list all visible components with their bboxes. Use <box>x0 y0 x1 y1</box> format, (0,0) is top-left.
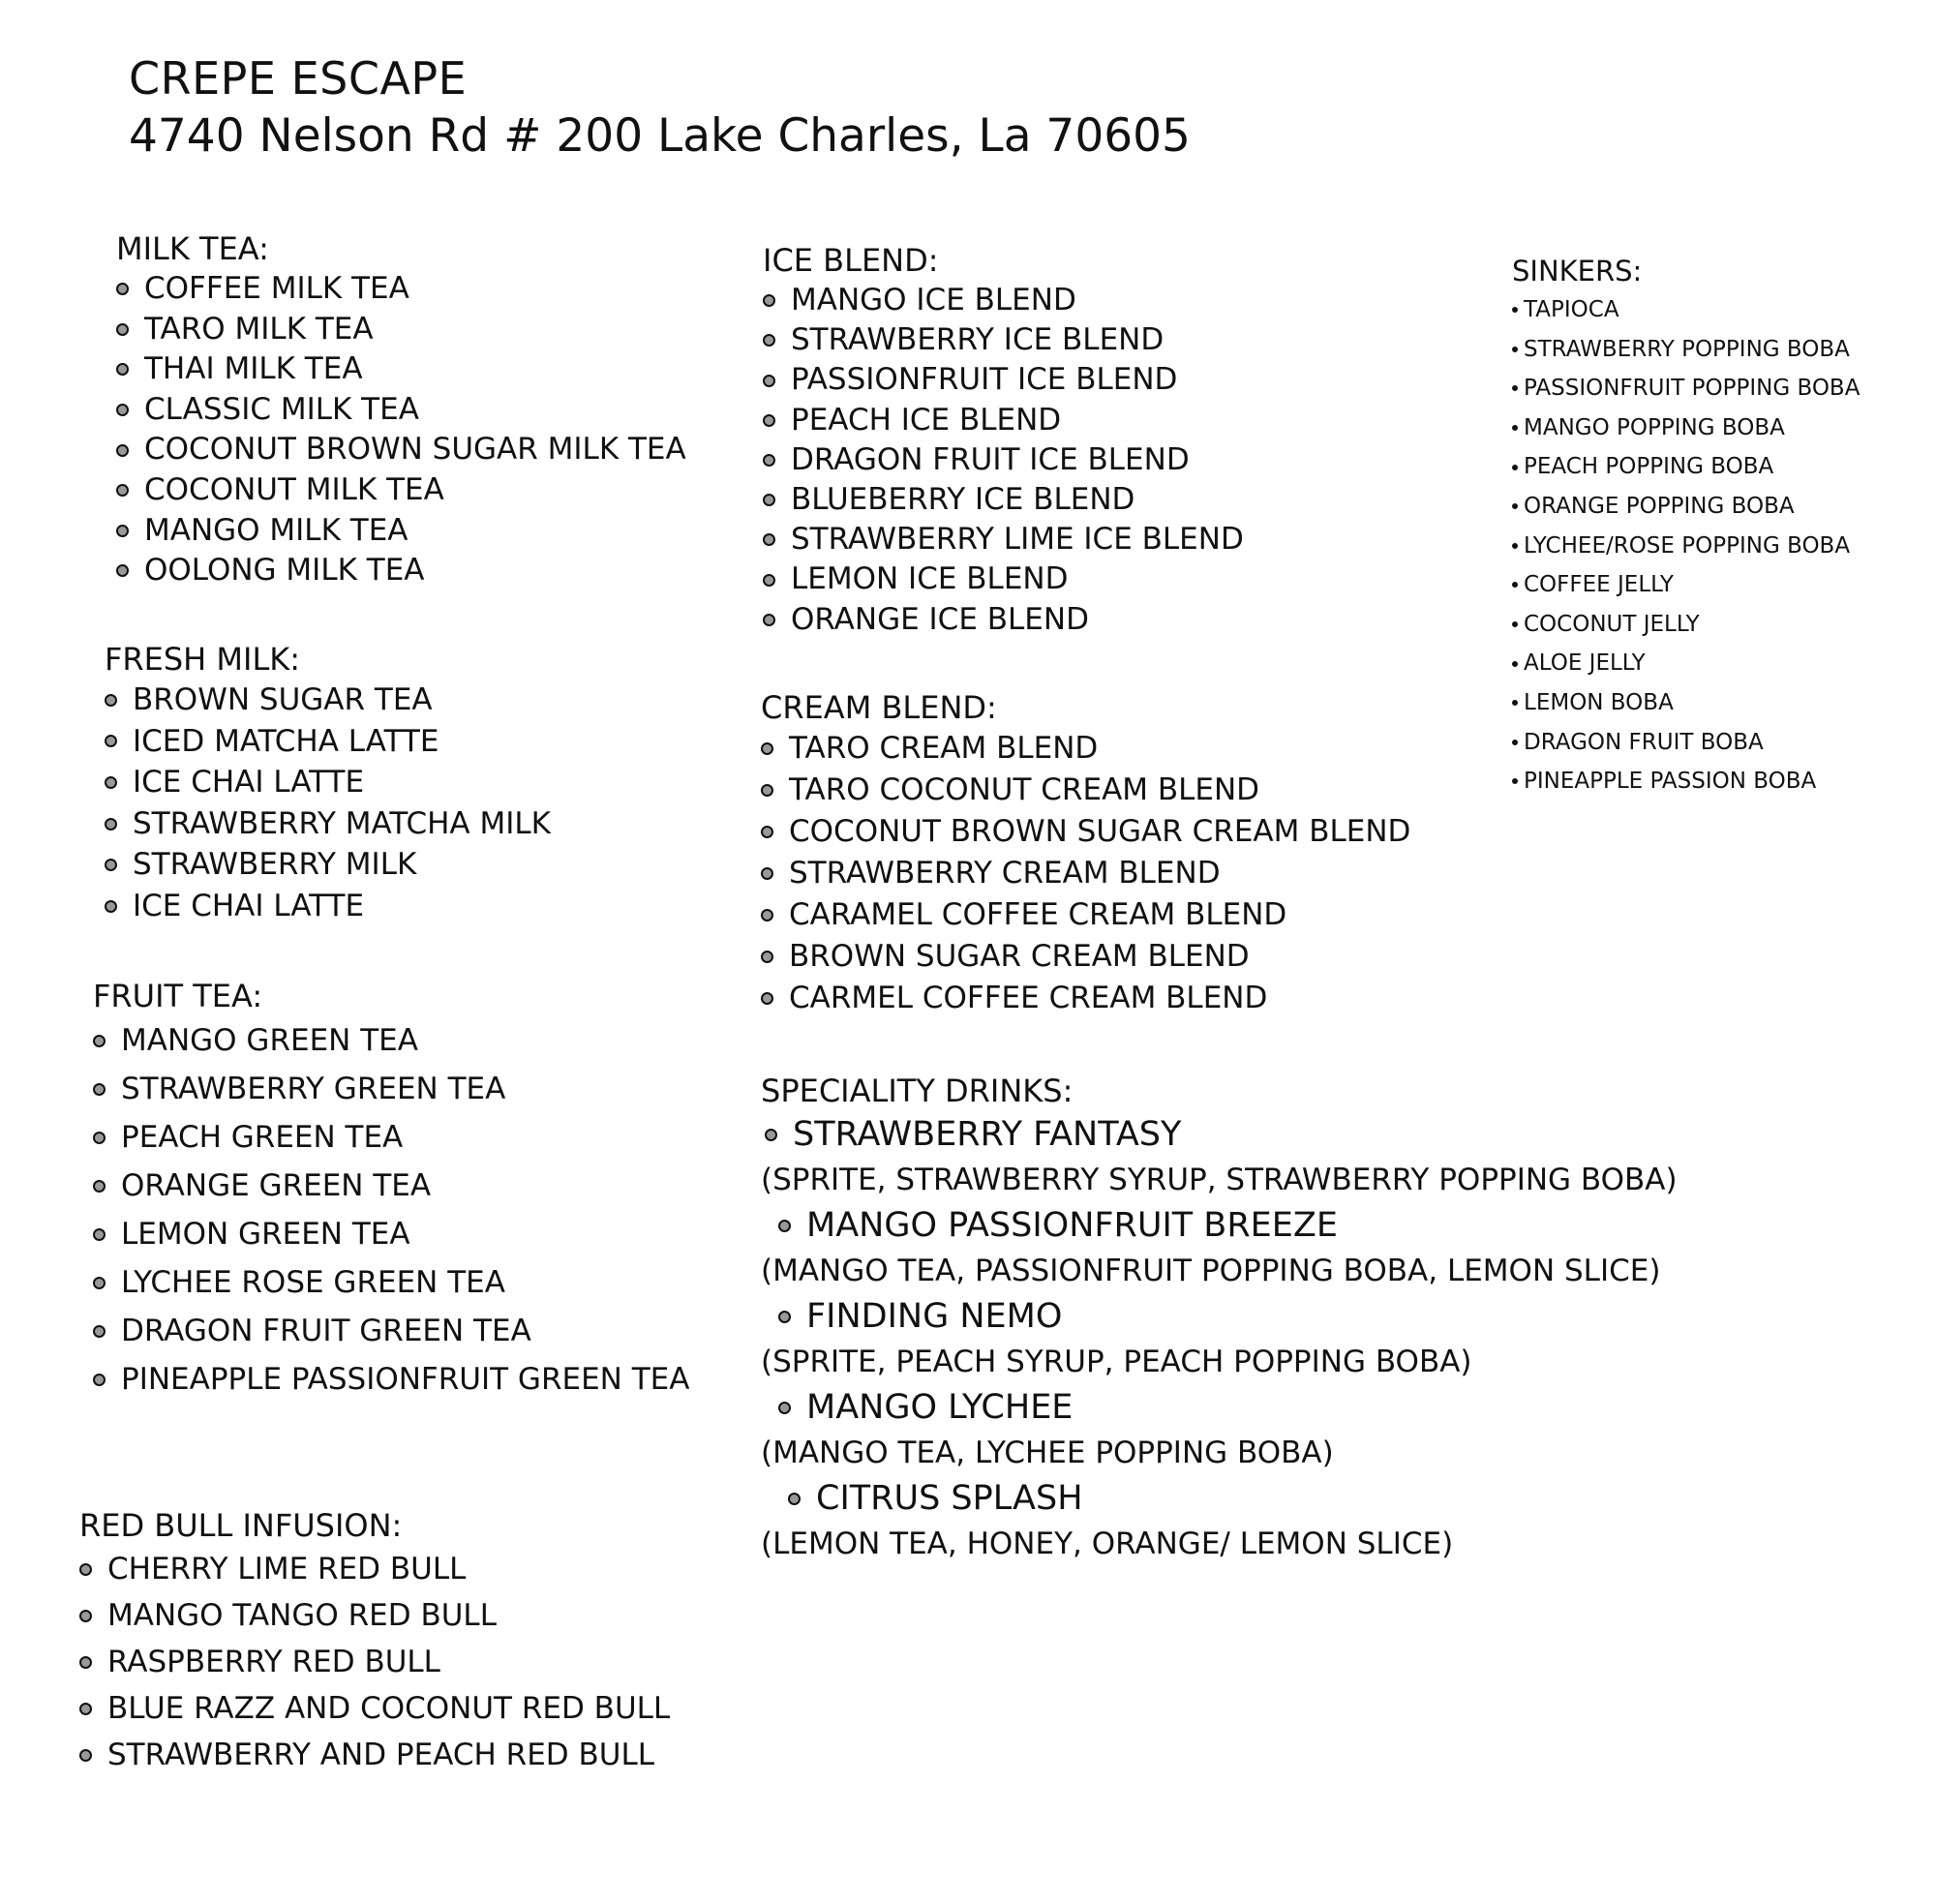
bullet-icon <box>1512 503 1518 509</box>
specialty-description: (MANGO TEA, LYCHEE POPPING BOBA) <box>761 1436 1334 1470</box>
specialty-name-row <box>778 1293 1678 1340</box>
menu-item-label: PASSIONFRUIT POPPING BOBA <box>1524 376 1860 402</box>
menu-item <box>1512 565 1860 605</box>
bullet-icon <box>79 1656 92 1669</box>
bullet-icon <box>1512 307 1518 313</box>
menu-item-label: LYCHEE ROSE GREEN TEA <box>121 1265 505 1300</box>
item-list <box>761 728 1410 1019</box>
bullet-icon <box>1512 778 1518 784</box>
menu-item-label: OOLONG MILK TEA <box>144 553 425 589</box>
menu-item-label: MANGO MILK TEA <box>144 512 408 548</box>
menu-item-label: BLUE RAZZ AND COCONUT RED BULL <box>107 1691 671 1726</box>
menu-item <box>116 310 686 350</box>
menu-item <box>761 894 1410 936</box>
specialty-description: (SPRITE, PEACH SYRUP, PEACH POPPING BOBA) <box>761 1345 1472 1379</box>
section-title: CREAM BLEND: <box>761 689 997 726</box>
section-title: ICE BLEND: <box>763 242 939 279</box>
bullet-icon <box>1512 582 1518 588</box>
menu-item-label: STRAWBERRY LIME ICE BLEND <box>791 522 1244 558</box>
menu-item-label: BROWN SUGAR CREAM BLEND <box>789 939 1250 974</box>
menu-item <box>761 853 1410 894</box>
menu-item <box>1512 369 1860 408</box>
specialty-description: (SPRITE, STRAWBERRY SYRUP, STRAWBERRY POPPING BOBA) <box>761 1163 1678 1197</box>
menu-item <box>763 480 1244 520</box>
section-title: RED BULL INFUSION: <box>79 1507 403 1544</box>
item-list <box>93 1016 689 1404</box>
menu-item-label: CARMEL COFFEE CREAM BLEND <box>789 981 1268 1015</box>
bullet-icon <box>1512 661 1518 667</box>
menu-item-label: PINEAPPLE PASSIONFRUIT GREEN TEA <box>121 1362 690 1397</box>
menu-item-label: THAI MILK TEA <box>144 351 363 387</box>
menu-item <box>763 559 1244 599</box>
bullet-icon <box>93 1374 106 1386</box>
menu-item <box>116 430 686 470</box>
section-cream-blend <box>761 687 1410 1019</box>
menu-item <box>1512 605 1860 645</box>
specialty-name: STRAWBERRY FANTASY <box>793 1115 1182 1154</box>
menu-item-label: PEACH ICE BLEND <box>791 402 1062 438</box>
section-title: FRUIT TEA: <box>93 978 263 1014</box>
specialty-description: (MANGO TEA, PASSIONFRUIT POPPING BOBA, LEMON SLICE) <box>761 1254 1661 1288</box>
bullet-icon <box>763 574 775 587</box>
menu-item-label: CLASSIC MILK TEA <box>144 391 419 427</box>
menu-item <box>1512 644 1860 683</box>
bullet-icon <box>1512 425 1518 431</box>
menu-item <box>105 803 551 845</box>
menu-item <box>116 511 686 552</box>
specialty-name: MANGO PASSIONFRUIT BREEZE <box>806 1206 1338 1245</box>
menu-item-label: CHERRY LIME RED BULL <box>107 1552 467 1587</box>
bullet-icon <box>763 454 775 467</box>
menu-item-label: COFFEE JELLY <box>1524 572 1674 598</box>
specialty-name-row <box>765 1111 1678 1158</box>
menu-item <box>1512 762 1860 801</box>
bullet-icon <box>105 735 117 747</box>
bullet-icon <box>778 1402 791 1414</box>
menu-item-label: ICE CHAI LATTE <box>133 888 365 923</box>
menu-item <box>79 1685 670 1732</box>
menu-item <box>93 1065 689 1113</box>
bullet-icon <box>93 1325 106 1338</box>
menu-item-label: COCONUT BROWN SUGAR MILK TEA <box>144 432 686 468</box>
menu-item <box>93 1307 689 1355</box>
menu-item-label: TARO MILK TEA <box>144 311 374 347</box>
bullet-icon <box>93 1083 106 1096</box>
bullet-icon <box>761 742 773 755</box>
bullet-icon <box>761 909 773 922</box>
menu-item-label: COFFEE MILK TEA <box>144 271 409 306</box>
menu-item <box>93 1016 689 1065</box>
bullet-icon <box>93 1228 106 1241</box>
menu-item-label: STRAWBERRY AND PEACH RED BULL <box>107 1738 655 1772</box>
section-fruit-tea <box>93 976 689 1404</box>
menu-item-label: TARO COCONUT CREAM BLEND <box>789 772 1260 807</box>
menu-item <box>79 1592 670 1639</box>
bullet-icon <box>116 564 129 577</box>
bullet-icon <box>116 283 129 295</box>
menu-item-label: ORANGE POPPING BOBA <box>1524 493 1795 519</box>
menu-item <box>93 1162 689 1210</box>
menu-item-label: MANGO POPPING BOBA <box>1524 414 1785 440</box>
menu-item-label: ALOE JELLY <box>1524 650 1646 677</box>
menu-item-label: ICED MATCHA LATTE <box>133 723 439 759</box>
specialty-name-row <box>778 1202 1678 1249</box>
bullet-icon <box>765 1129 777 1141</box>
specialty-name-row <box>778 1384 1678 1431</box>
bullet-icon <box>1512 385 1518 391</box>
menu-item <box>763 281 1244 320</box>
menu-item <box>116 349 686 390</box>
menu-item-label: COCONUT BROWN SUGAR CREAM BLEND <box>789 814 1411 849</box>
bullet-icon <box>1512 700 1518 706</box>
menu-item <box>79 1639 670 1685</box>
section-title: FRESH MILK: <box>105 641 301 678</box>
bullet-icon <box>116 444 129 457</box>
menu-item <box>1512 683 1860 723</box>
bullet-icon <box>93 1277 106 1289</box>
bullet-icon <box>105 694 117 707</box>
bullet-icon <box>763 375 775 387</box>
menu-item <box>1512 723 1860 763</box>
menu-item-label: PASSIONFRUIT ICE BLEND <box>791 362 1178 398</box>
menu-item-label: MANGO ICE BLEND <box>791 283 1076 317</box>
bullet-icon <box>763 494 775 506</box>
menu-item <box>105 762 551 803</box>
menu-item <box>105 886 551 927</box>
specialty-description: (LEMON TEA, HONEY, ORANGE/ LEMON SLICE) <box>761 1526 1454 1561</box>
bullet-icon <box>763 614 775 626</box>
menu-item-label: MANGO GREEN TEA <box>121 1023 418 1058</box>
specialty-item <box>761 1475 1678 1566</box>
bullet-icon <box>93 1180 106 1193</box>
menu-item <box>763 320 1244 360</box>
menu-item <box>105 680 551 721</box>
bullet-icon <box>105 900 117 913</box>
bullet-icon <box>1512 543 1518 549</box>
menu-item-label: PEACH POPPING BOBA <box>1524 454 1774 480</box>
item-list <box>1512 290 1860 801</box>
bullet-icon <box>1512 465 1518 470</box>
section-title: SPECIALITY DRINKS: <box>761 1073 1074 1109</box>
section-milk-tea <box>116 228 686 591</box>
bullet-icon <box>116 525 129 537</box>
menu-item-label: DRAGON FRUIT ICE BLEND <box>791 441 1190 477</box>
specialty-item <box>761 1202 1678 1293</box>
store-address: 4740 Nelson Rd # 200 Lake Charles, La 70605 <box>129 109 1191 163</box>
menu-item <box>93 1113 689 1162</box>
menu-item <box>761 978 1410 1019</box>
menu-item-label: STRAWBERRY MILK <box>133 847 417 883</box>
specialty-name-row <box>788 1475 1678 1522</box>
bullet-icon <box>763 414 775 427</box>
bullet-icon <box>1512 621 1518 627</box>
menu-item <box>1512 290 1860 330</box>
section-red-bull-infusion <box>79 1505 670 1778</box>
bullet-icon <box>116 323 129 336</box>
menu-item <box>79 1546 670 1592</box>
menu-header <box>129 50 1191 166</box>
menu-item <box>93 1258 689 1307</box>
specialty-item <box>761 1384 1678 1475</box>
bullet-icon <box>79 1610 92 1622</box>
bullet-icon <box>778 1311 791 1323</box>
bullet-icon <box>93 1035 106 1047</box>
menu-item-label: STRAWBERRY ICE BLEND <box>791 322 1165 358</box>
bullet-icon <box>116 404 129 416</box>
menu-item-label: PINEAPPLE PASSION BOBA <box>1524 769 1817 795</box>
menu-item-label: BLUEBERRY ICE BLEND <box>791 482 1135 518</box>
item-list <box>763 281 1244 640</box>
item-list <box>105 680 551 927</box>
specialty-item <box>761 1111 1678 1202</box>
bullet-icon <box>761 826 773 838</box>
menu-item-label: RASPBERRY RED BULL <box>107 1645 440 1679</box>
menu-item-label: ORANGE GREEN TEA <box>121 1168 432 1203</box>
menu-item-label: ORANGE ICE BLEND <box>791 601 1089 637</box>
menu-item-label: COCONUT MILK TEA <box>144 471 444 507</box>
menu-item-label: LEMON BOBA <box>1524 689 1674 715</box>
menu-item <box>116 390 686 431</box>
bullet-icon <box>761 951 773 963</box>
menu-item-label: DRAGON FRUIT GREEN TEA <box>121 1314 531 1348</box>
menu-item-label: STRAWBERRY GREEN TEA <box>121 1072 506 1106</box>
bullet-icon <box>1512 740 1518 745</box>
menu-item <box>1512 447 1860 487</box>
menu-item <box>1512 527 1860 566</box>
menu-item <box>763 401 1244 440</box>
bullet-icon <box>116 484 129 497</box>
section-title: MILK TEA: <box>116 230 269 267</box>
bullet-icon <box>105 818 117 831</box>
bullet-icon <box>1512 347 1518 352</box>
menu-item-label: BROWN SUGAR TEA <box>133 682 433 717</box>
menu-item-label: STRAWBERRY POPPING BOBA <box>1524 336 1850 362</box>
section-speciality-drinks <box>761 1071 1678 1566</box>
specialty-list <box>761 1111 1678 1566</box>
menu-item <box>93 1355 689 1404</box>
menu-item <box>761 770 1410 811</box>
bullet-icon <box>778 1220 791 1232</box>
menu-item-label: STRAWBERRY CREAM BLEND <box>789 856 1221 891</box>
menu-item <box>116 470 686 511</box>
bullet-icon <box>105 859 117 871</box>
bullet-icon <box>79 1563 92 1576</box>
menu-item-label: PEACH GREEN TEA <box>121 1120 404 1155</box>
bullet-icon <box>93 1132 106 1144</box>
bullet-icon <box>79 1703 92 1715</box>
menu-item <box>116 269 686 310</box>
menu-item <box>761 728 1410 770</box>
menu-item-label: TAPIOCA <box>1524 297 1619 322</box>
menu-item <box>1512 330 1860 370</box>
item-list <box>79 1546 670 1778</box>
menu-item-label: DRAGON FRUIT BOBA <box>1524 729 1764 755</box>
menu-item-label: TARO CREAM BLEND <box>789 731 1099 766</box>
bullet-icon <box>761 992 773 1005</box>
menu-item-label: LYCHEE/ROSE POPPING BOBA <box>1524 532 1851 559</box>
menu-item-label: ICE CHAI LATTE <box>133 765 365 801</box>
section-sinkers <box>1512 252 1860 801</box>
section-fresh-milk <box>105 639 551 927</box>
menu-item-label: MANGO TANGO RED BULL <box>107 1598 497 1633</box>
menu-item-label: LEMON GREEN TEA <box>121 1217 410 1252</box>
menu-item <box>763 600 1244 640</box>
section-ice-blend <box>763 240 1244 640</box>
bullet-icon <box>105 776 117 789</box>
bullet-icon <box>761 867 773 880</box>
item-list <box>116 269 686 591</box>
menu-item <box>1512 408 1860 448</box>
menu-item <box>93 1210 689 1258</box>
menu-item <box>763 360 1244 400</box>
store-name: CREPE ESCAPE <box>129 52 468 105</box>
menu-item <box>761 936 1410 978</box>
specialty-name: CITRUS SPLASH <box>816 1479 1083 1518</box>
menu-item-label: STRAWBERRY MATCHA MILK <box>133 805 551 841</box>
bullet-icon <box>763 334 775 347</box>
bullet-icon <box>116 363 129 376</box>
section-title: SINKERS: <box>1512 255 1643 287</box>
menu-item-label: COCONUT JELLY <box>1524 611 1700 637</box>
specialty-name: FINDING NEMO <box>806 1297 1063 1336</box>
menu-item <box>116 551 686 591</box>
specialty-name: MANGO LYCHEE <box>806 1388 1074 1427</box>
menu-item-label: CARAMEL COFFEE CREAM BLEND <box>789 897 1287 932</box>
specialty-item <box>761 1293 1678 1384</box>
menu-item <box>761 811 1410 853</box>
bullet-icon <box>763 294 775 307</box>
menu-item <box>763 520 1244 559</box>
menu-item <box>105 721 551 763</box>
menu-item <box>763 440 1244 480</box>
menu-item-label: LEMON ICE BLEND <box>791 561 1069 597</box>
bullet-icon <box>761 784 773 797</box>
menu-item <box>1512 487 1860 527</box>
menu-item <box>79 1732 670 1778</box>
bullet-icon <box>79 1749 92 1762</box>
menu-item <box>105 844 551 886</box>
bullet-icon <box>788 1493 801 1505</box>
bullet-icon <box>763 533 775 546</box>
